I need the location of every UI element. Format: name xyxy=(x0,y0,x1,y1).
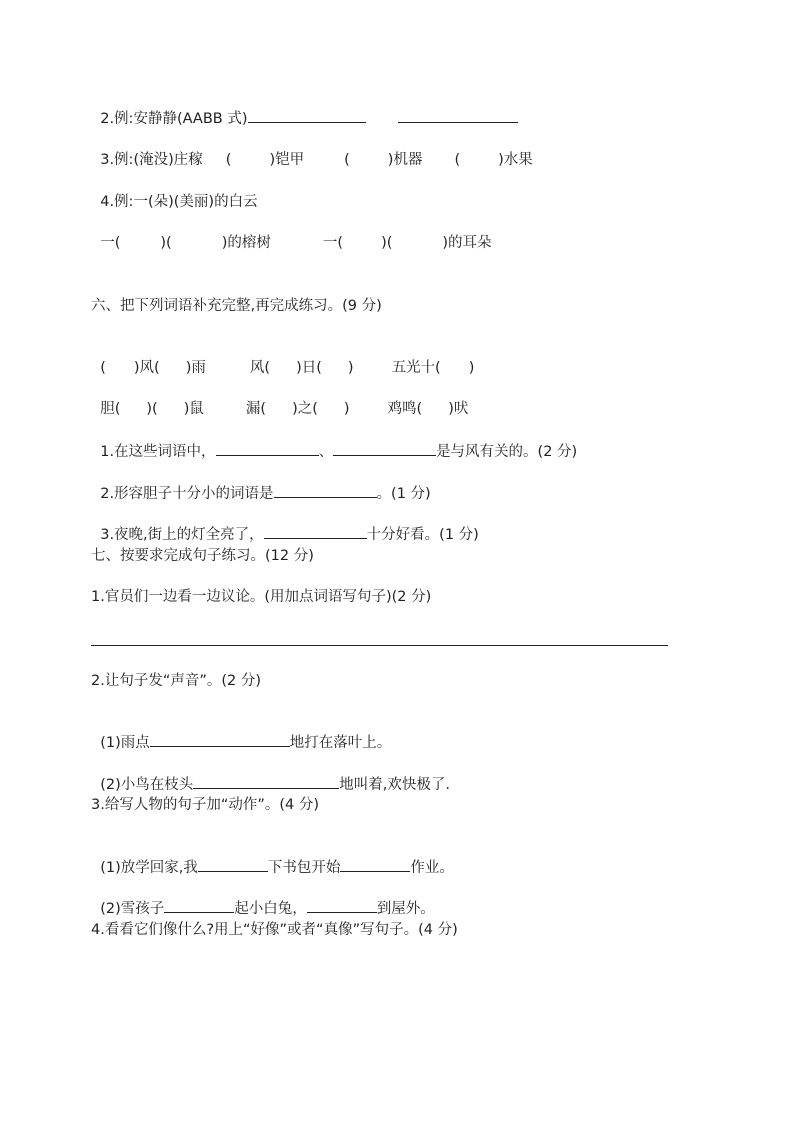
blank-q61-2[interactable] xyxy=(333,441,436,456)
text-dan: 胆( xyxy=(100,401,121,417)
example-measure-line xyxy=(91,172,258,212)
idiom-row-1 xyxy=(91,338,474,378)
text-paren: ) xyxy=(347,360,354,376)
text-yi: 一( xyxy=(100,235,121,251)
q73a-tail: 作业。 xyxy=(410,860,454,876)
text-feng: 风( xyxy=(249,360,271,376)
q73b-text: (2)雪孩子 xyxy=(100,901,165,917)
question-7-3-2 xyxy=(91,878,435,919)
section-7-title: 七、按要求完成句子练习。(12 分) xyxy=(91,548,314,564)
q62-tail: 。(1 分) xyxy=(376,486,431,502)
paren-open: ( xyxy=(225,152,232,168)
question-7-2: 2.让句子发“声音”。(2 分) xyxy=(91,673,262,689)
word-kaijia: )铠甲 xyxy=(269,152,305,168)
q72b-text: (2)小鸟在枝头 xyxy=(100,777,194,793)
idiom-row-2 xyxy=(91,379,468,419)
section-6-title: 六、把下列词语补充完整,再完成练习。(9 分) xyxy=(91,298,382,314)
blank-q73a-2[interactable] xyxy=(340,857,410,872)
example-aabb-line xyxy=(91,88,518,129)
text-jiming: 鸡鸣( xyxy=(387,401,423,417)
blank-q62[interactable] xyxy=(274,483,377,498)
paren-open: ( xyxy=(344,152,350,168)
text-paren: ( xyxy=(100,360,106,376)
blank-q73a-1[interactable] xyxy=(198,857,268,872)
text-shu: )鼠 xyxy=(183,401,204,417)
question-6-1 xyxy=(91,421,577,462)
q61-sep: 、 xyxy=(318,444,334,460)
answer-line-q71[interactable] xyxy=(91,645,668,646)
q72a-tail: 地打在落叶上。 xyxy=(289,735,392,751)
example-measure-label: 4.例:一(朵)(美丽)的白云 xyxy=(100,194,258,210)
question-6-2 xyxy=(91,463,431,504)
q72a-text: (1)雨点 xyxy=(100,735,150,751)
question-6-3 xyxy=(91,504,479,545)
blank-aabb-1[interactable] xyxy=(248,108,366,123)
q61-text: 1.在这些词语中， xyxy=(100,444,216,460)
q63-text: 3.夜晚,街上的灯全亮了， xyxy=(100,527,264,543)
blank-q63[interactable] xyxy=(264,524,367,539)
text-paren: )( xyxy=(160,235,172,251)
text-paren: ) xyxy=(468,360,475,376)
question-7-4: 4.看看它们像什么?用上“好像”或者“真像”写句子。(4 分) xyxy=(91,922,458,938)
question-7-3: 3.给写人物的句子加“动作”。(4 分) xyxy=(91,797,320,813)
example-verb-noun-line xyxy=(91,130,533,170)
q73b-tail: 到屋外。 xyxy=(376,901,435,917)
blank-q72b[interactable] xyxy=(193,774,339,789)
q72b-tail: 地叫着,欢快极了. xyxy=(339,777,450,793)
question-7-2-2 xyxy=(91,754,450,795)
q61-tail: 是与风有关的。(2 分) xyxy=(436,444,578,460)
text-paren: )( xyxy=(381,235,393,251)
q73a-mid: 下书包开始 xyxy=(267,860,341,876)
q63-tail: 十分好看。(1 分) xyxy=(366,527,479,543)
q62-text: 2.形容胆子十分小的词语是 xyxy=(100,486,274,502)
text-lou: 漏( xyxy=(245,401,267,417)
question-7-1: 1.官员们一边看一边议论。(用加点词语写句子)(2 分) xyxy=(91,589,432,605)
text-yi: 一( xyxy=(322,235,344,251)
text-paren: ) xyxy=(343,401,350,417)
text-feng: )风( xyxy=(133,360,160,376)
question-7-2-1 xyxy=(91,712,391,753)
text-wuguangshi: 五光十( xyxy=(391,360,441,376)
blank-q73b-1[interactable] xyxy=(164,898,234,913)
blank-q73b-2[interactable] xyxy=(307,898,377,913)
q73a-text: (1)放学回家,我 xyxy=(100,860,198,876)
q73b-mid: 起小白兔， xyxy=(234,901,307,917)
text-fei: )吠 xyxy=(448,401,469,417)
word-jiqi: )机器 xyxy=(387,152,423,168)
text-rongshu: )的榕树 xyxy=(221,235,271,251)
blank-aabb-2[interactable] xyxy=(398,108,518,123)
word-shuiguo: )水果 xyxy=(498,152,533,168)
measure-exercise-line xyxy=(91,213,492,253)
text-erduo: )的耳朵 xyxy=(442,235,492,251)
paren-open: ( xyxy=(454,152,461,168)
example-verb-noun-label: 3.例:(淹没)庄稼 xyxy=(100,152,203,168)
example-aabb-label: 2.例:安静静(AABB 式) xyxy=(100,111,248,127)
text-yu: )雨 xyxy=(185,360,206,376)
blank-q72a[interactable] xyxy=(150,732,290,747)
text-paren: )( xyxy=(146,401,158,417)
text-zhi: )之( xyxy=(292,401,318,417)
question-7-3-1 xyxy=(91,837,454,878)
blank-q61-1[interactable] xyxy=(216,441,319,456)
text-ri: )日( xyxy=(296,360,322,376)
